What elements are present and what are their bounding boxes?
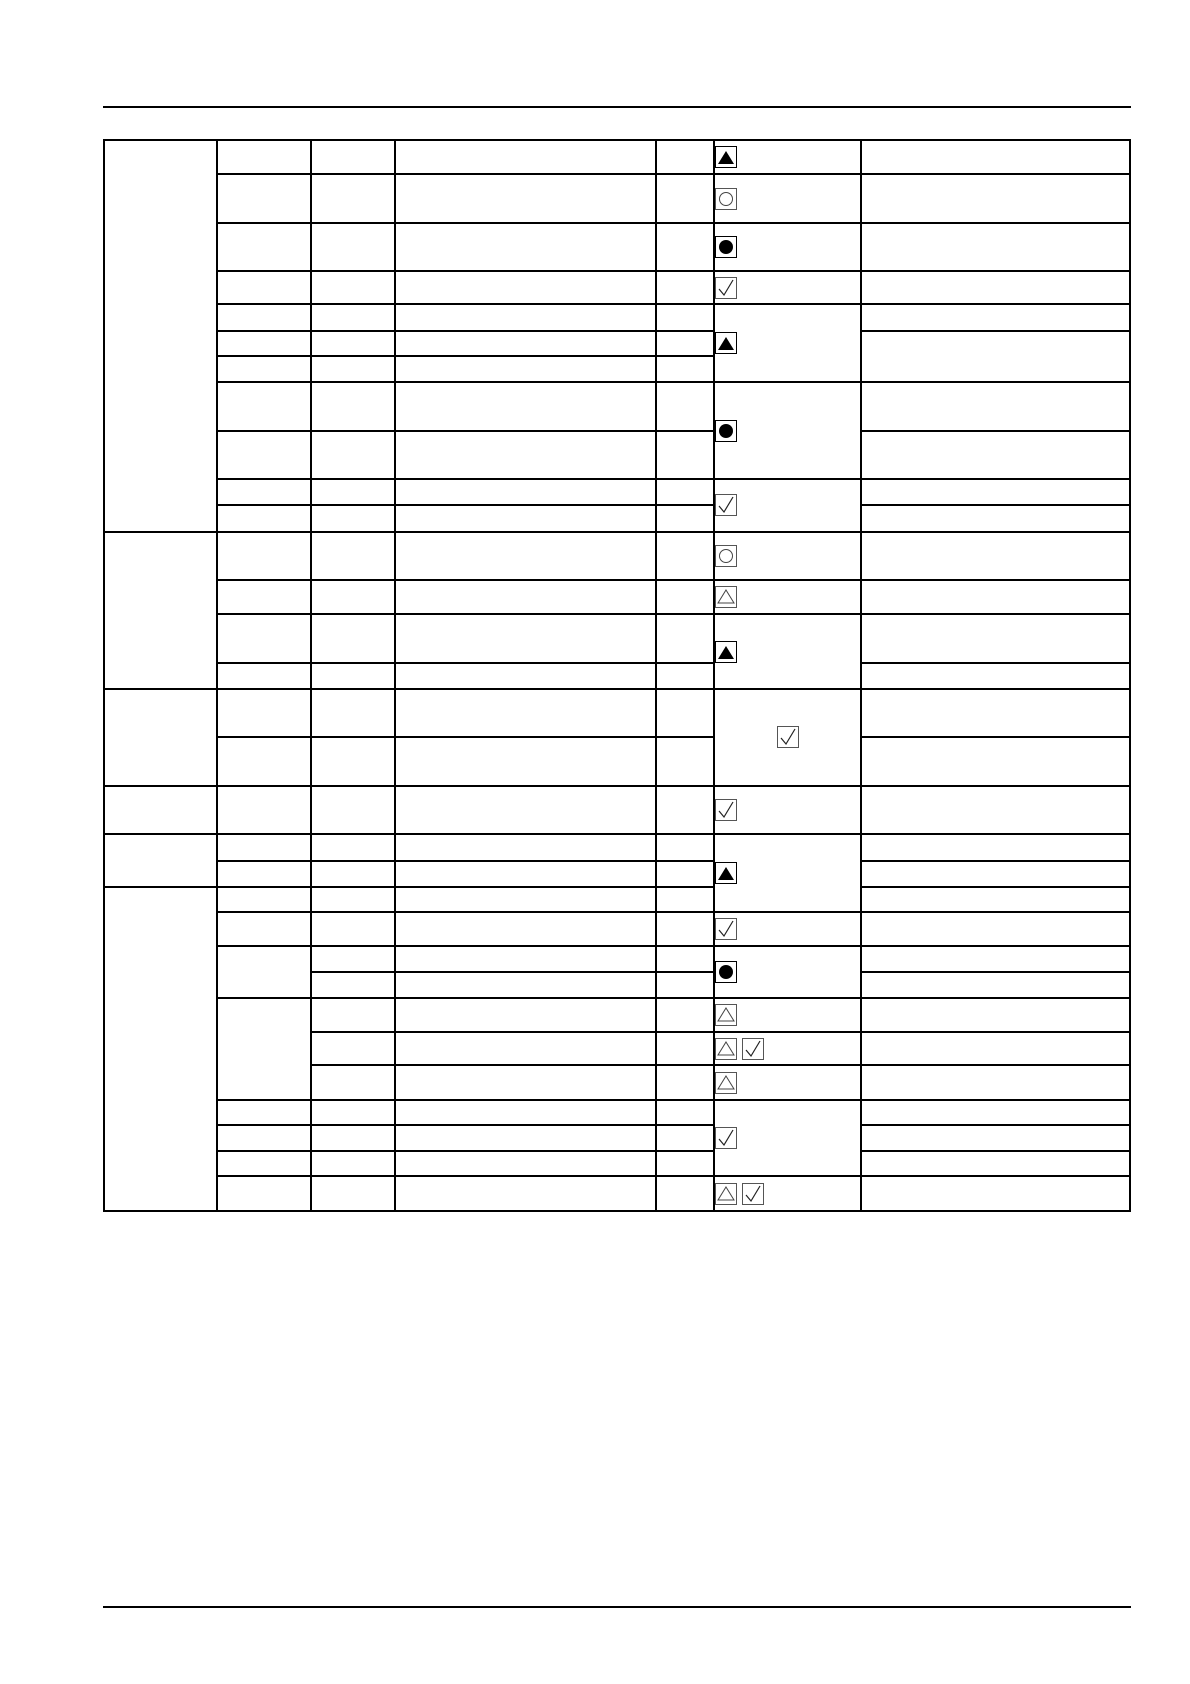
symbol-cell [714,532,861,580]
open-triangle-icon [715,1072,737,1094]
group-cell [104,140,217,532]
filled-circle-icon [715,961,737,983]
filled-triangle-icon [715,332,737,354]
symbol-cell [714,1100,861,1177]
symbol-cell [714,998,861,1032]
table-row [104,998,1130,1032]
table-row [104,946,1130,971]
check-icon [715,1127,737,1149]
symbol-cell [714,1032,861,1065]
footer-rule [103,1606,1131,1608]
table-row [104,304,1130,330]
table-row [104,614,1130,662]
table-row [104,737,1130,785]
table-row [104,786,1130,834]
table-row [104,1125,1130,1151]
table-row [104,140,1130,174]
table-row [104,331,1130,356]
table-row [104,505,1130,531]
symbol-cell [714,1176,861,1211]
check-icon [742,1183,764,1205]
symbol-cell [714,834,861,912]
header-rule [103,106,1131,108]
group-cell [104,532,217,689]
symbol-cell [714,271,861,304]
table-row [104,887,1130,912]
table-row [104,912,1130,946]
open-circle-icon [715,545,737,567]
filled-triangle-icon [715,146,737,168]
table-row [104,580,1130,614]
group-cell [104,786,217,834]
symbol-cell [714,614,861,689]
open-triangle-icon [715,1183,737,1205]
symbol-cell [714,479,861,531]
open-circle-icon [715,188,737,210]
group-cell [104,887,217,1211]
table-row [104,1151,1130,1176]
filled-triangle-icon [715,641,737,663]
group-cell [104,689,217,786]
check-icon [715,918,737,940]
table-row [104,663,1130,689]
table-row [104,689,1130,737]
check-icon [715,494,737,516]
symbol-cell [714,689,861,786]
symbol-cell [714,174,861,222]
symbol-cell [714,580,861,614]
table-row [104,431,1130,479]
group-cell [104,834,217,886]
check-icon [777,726,799,748]
filled-circle-icon [715,236,737,258]
symbol-cell [714,382,861,479]
symbol-cell [714,140,861,174]
symbol-cell [714,223,861,271]
check-icon [742,1038,764,1060]
open-triangle-icon [715,1038,737,1060]
table-row [104,271,1130,304]
open-triangle-icon [715,1004,737,1026]
check-icon [715,277,737,299]
filled-triangle-icon [715,862,737,884]
table-row [104,223,1130,271]
filled-circle-icon [715,420,737,442]
symbol-table [103,139,1131,1212]
symbol-cell [714,1065,861,1099]
table-row [104,532,1130,580]
table-row [104,861,1130,887]
table-row [104,1100,1130,1125]
check-icon [715,799,737,821]
symbol-cell [714,786,861,834]
table-row [104,1176,1130,1211]
symbol-cell [714,304,861,382]
table-row [104,834,1130,860]
symbol-cell [714,946,861,997]
table-row [104,174,1130,222]
open-triangle-icon [715,586,737,608]
table-row [104,382,1130,430]
symbol-cell [714,912,861,946]
table-row [104,479,1130,505]
